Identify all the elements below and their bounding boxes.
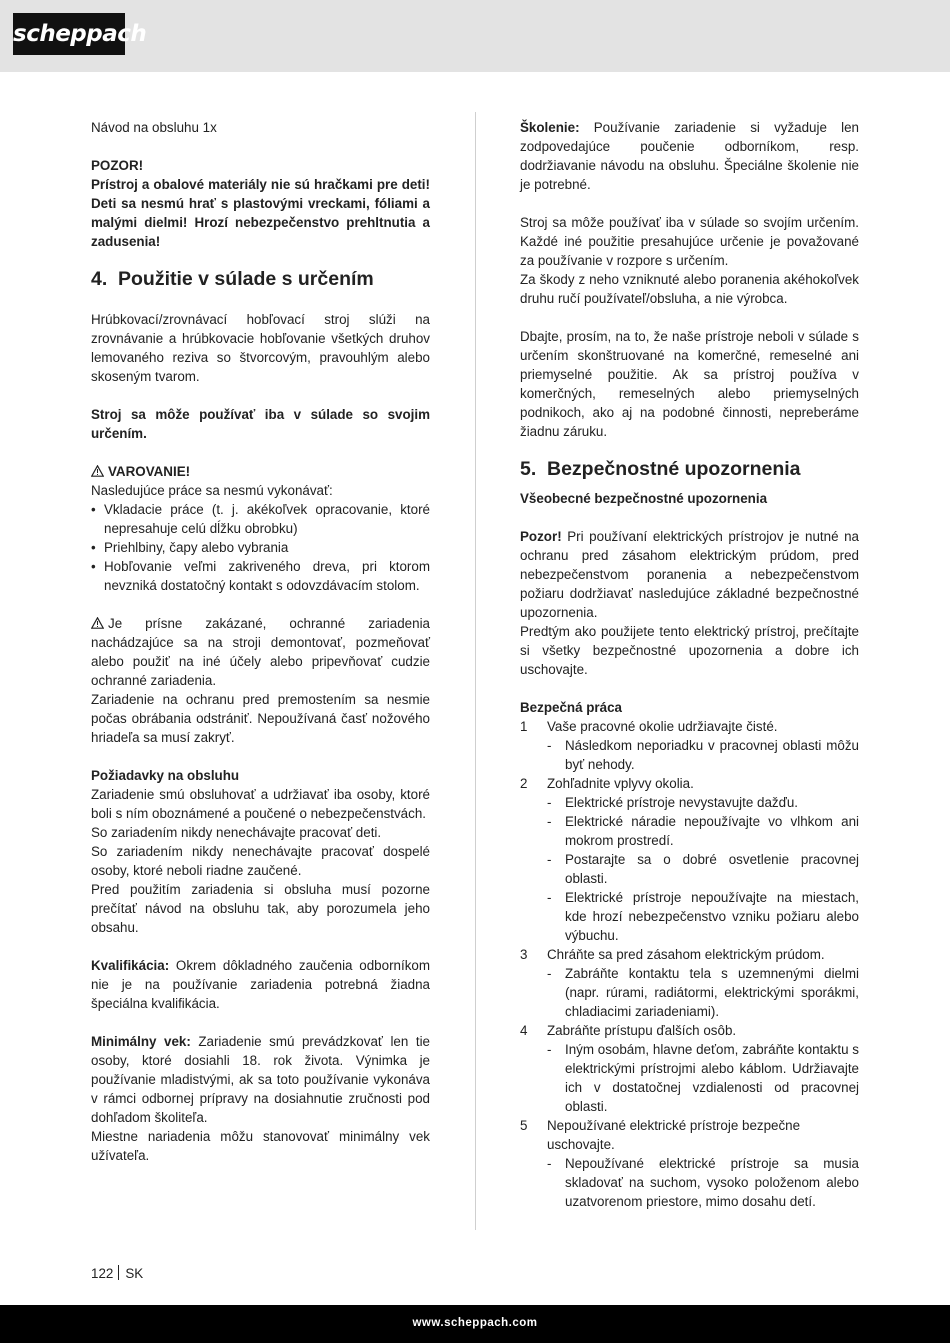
section-4-number: 4. — [91, 268, 108, 290]
requirements-text: Pred použitím zariadenia si obsluha musí pozorne prečítať návod na obsluhu tak, aby porozumela jeho obsahu. — [91, 882, 430, 935]
language-code: SK — [125, 1266, 144, 1281]
requirements-title: Požiadavky na obsluhu — [91, 768, 240, 783]
page-footer — [0, 1305, 950, 1343]
right-column — [520, 118, 859, 1211]
forbidden-paragraph: Je prísne zakázané, ochranné zariadenia nachádzajúce sa na stroji demontovať, pozmeňovať alebo použiť na iné účely alebo pripevňovať cudzie ochranné zariadenia. — [91, 616, 430, 688]
local-regulations-paragraph: Miestne nariadenia môžu stanovovať minimálny vek užívateľa. — [91, 1129, 430, 1163]
numbered-item: 2 Zohľadnite vplyvy okolia. — [520, 776, 694, 791]
column-divider — [475, 112, 476, 1230]
cover-paragraph: Zariadenie na ochranu pred premostením sa nesmie počas obrábania odstrániť. Nepoužívaná časť nožového hriadeľa sa musí zakryť. — [91, 692, 430, 745]
dash-item: - Elektrické náradie nepoužívajte vo vlhkom ani mokrom prostredí. — [547, 814, 859, 848]
page-number-separator — [118, 1265, 119, 1280]
usage-paragraph: Hrúbkovací/zrovnávací hobľovací stroj slúži na zrovnávanie a hrúbkovacie hobľovanie všetkých druhov lemovaného reziva so štvorcovým, pravouhlým alebo skoseným tvarom. — [91, 312, 430, 384]
section-4-title: Použitie v súlade s určením — [118, 268, 374, 290]
numbered-item: 1 Vaše pracovné okolie udržiavajte čisté. — [520, 719, 778, 734]
requirements-text: So zariadením nikdy nenechávajte pracovať deti. — [91, 825, 382, 840]
commercial-use-paragraph: Dbajte, prosím, na to, že naše prístroje neboli v súlade s určením skonštruované na komerčné, remeselné ani priemyselné použitie. Ak sa prístroj používa v komerčných, remeselných alebo priemyselných podnikoch, ako aj na podobné činnosti, nepreberáme žiadnu záruku. — [520, 329, 859, 439]
qualification-paragraph: Kvalifikácia: Okrem dôkladného zaučenia odborníkom nie je na používanie zariadenia potrebná žiadna špeciálna kvalifikácia. — [91, 958, 430, 1011]
training-paragraph: Školenie: Používanie zariadenie si vyžaduje len zodpovedajúce poučenie odborníkom, resp. dodržiavanie návodu na obsluhu. Špeciálne školenie nie je potrebné. — [520, 120, 859, 192]
left-column — [91, 118, 430, 1165]
numbered-item: 5 Nepoužívané elektrické prístroje bezpečne uschovajte. — [520, 1118, 801, 1152]
warning-item: • Hobľovanie veľmi zakriveného dreva, pri ktorom nevzniká dostatočný kontakt s odovzdávacím stolom. — [91, 559, 430, 593]
dash-item: - Zabráňte kontaktu tela s uzemnenými dielmi (napr. rúrami, radiátormi, elektrickými sporákmi, chladiacimi zariadeniami). — [547, 966, 859, 1019]
warning-intro: Nasledujúce práce sa nesmú vykonávať: — [91, 483, 333, 498]
safe-work-title: Bezpečná práca — [520, 700, 622, 715]
requirements-text: Zariadenie smú obsluhovať a udržiavať iba osoby, ktoré boli s ním oboznámené a poučené o nebezpečenstvách. — [91, 787, 430, 821]
pozor-paragraph: Pozor! Pri používaní elektrických prístrojov je nutné na ochranu pred zásahom elektrickým prúdom, pred nebezpečenstvom poranenia a nebezpečenstvom požiaru dodržiavať nasledujúce základné bezpečnostné upozornenia. — [520, 529, 859, 620]
dash-item: - Postarajte sa o dobré osvetlenie pracovnej oblasti. — [547, 852, 859, 886]
warning-item: • Vkladacie práce (t. j. akékoľvek opracovanie, ktoré nepresahuje celú dĺžku obrobku) — [91, 502, 430, 536]
scheppach-logo: scheppach — [13, 13, 125, 55]
dash-item: - Elektrické prístroje nevystavujte dažďu. — [547, 795, 798, 810]
dash-item: - Iným osobám, hlavne deťom, zabráňte kontaktu s elektrickými prístrojmi alebo káblom. Udržiavajte ich v dostatočnej vzdialenosti od pracovnej oblasti. — [547, 1042, 859, 1114]
section-5-heading — [520, 457, 859, 481]
warning-title: VAROVANIE! — [91, 462, 430, 481]
page-header — [0, 0, 950, 72]
numbered-item: 4 Zabráňte prístupu ďalších osôb. — [520, 1023, 737, 1038]
page-number — [91, 1265, 143, 1283]
dash-item: - Nepoužívané elektrické prístroje sa musia skladovať na suchom, vysoko položenom alebo uzatvorenom priestore, mimo dosahu detí. — [547, 1156, 859, 1209]
minimum-age-paragraph: Minimálny vek: Zariadenie smú prevádzkovať len tie osoby, ktoré dosiahli 18. rok života. Výnimka je používanie mladistvými, ak sa toto používanie vykonáva v rámci odbornej prípravy na dosiahnutie zručnosti pod dohľadom školiteľa. — [91, 1034, 430, 1125]
warning-triangle-icon — [91, 617, 104, 629]
pozor-text: Prístroj a obalové materiály nie sú hračkami pre deti! Deti sa nesmú hrať s plastovými vreckami, fóliami a malými dielmi! Hrozí nebezpečenstvo prehltnutia a zadusenia! — [91, 177, 430, 249]
section-5-number: 5. — [520, 458, 537, 480]
warning-triangle-icon — [91, 465, 104, 477]
general-safety-title: Všeobecné bezpečnostné upozornenia — [520, 491, 768, 506]
requirements-text: So zariadením nikdy nenechávajte pracovať dospelé osoby, ktoré neboli riadne zaučené. — [91, 844, 430, 878]
usage-bold-paragraph: Stroj sa môže používať iba v súlade so svojim určením. — [91, 407, 430, 441]
manual-quantity: Návod na obsluhu 1x — [91, 120, 217, 135]
page-number-value: 122 — [91, 1266, 114, 1281]
read-instructions-paragraph: Predtým ako použijete tento elektrický prístroj, prečítajte si všetky bezpečnostné upozornenia a dobre ich uschovajte. — [520, 624, 859, 677]
numbered-item: 3 Chráňte sa pred zásahom elektrickým prúdom. — [520, 947, 825, 962]
dash-item: - Elektrické prístroje nepoužívajte na miestach, kde hrozí nebezpečenstvo vzniku požiaru alebo výbuchu. — [547, 890, 859, 943]
section-4-heading — [91, 267, 430, 291]
section-5-title: Bezpečnostné upozornenia — [547, 458, 801, 480]
dash-item: - Následkom neporiadku v pracovnej oblasti môžu byť nehody. — [547, 738, 859, 772]
pozor-title: POZOR! — [91, 158, 144, 173]
intended-use-paragraph: Stroj sa môže používať iba v súlade so svojím určením. Každé iné použitie presahujúce určenie je považované za používanie v rozpore s určením. — [520, 215, 859, 268]
website-url[interactable]: www.scheppach.com — [412, 1317, 538, 1329]
liability-paragraph: Za škody z neho vzniknuté alebo poranenia akéhokoľvek druhu ručí používateľ/obsluha, a nie výrobca. — [520, 272, 859, 306]
warning-item: • Priehlbiny, čapy alebo vybrania — [91, 540, 289, 555]
